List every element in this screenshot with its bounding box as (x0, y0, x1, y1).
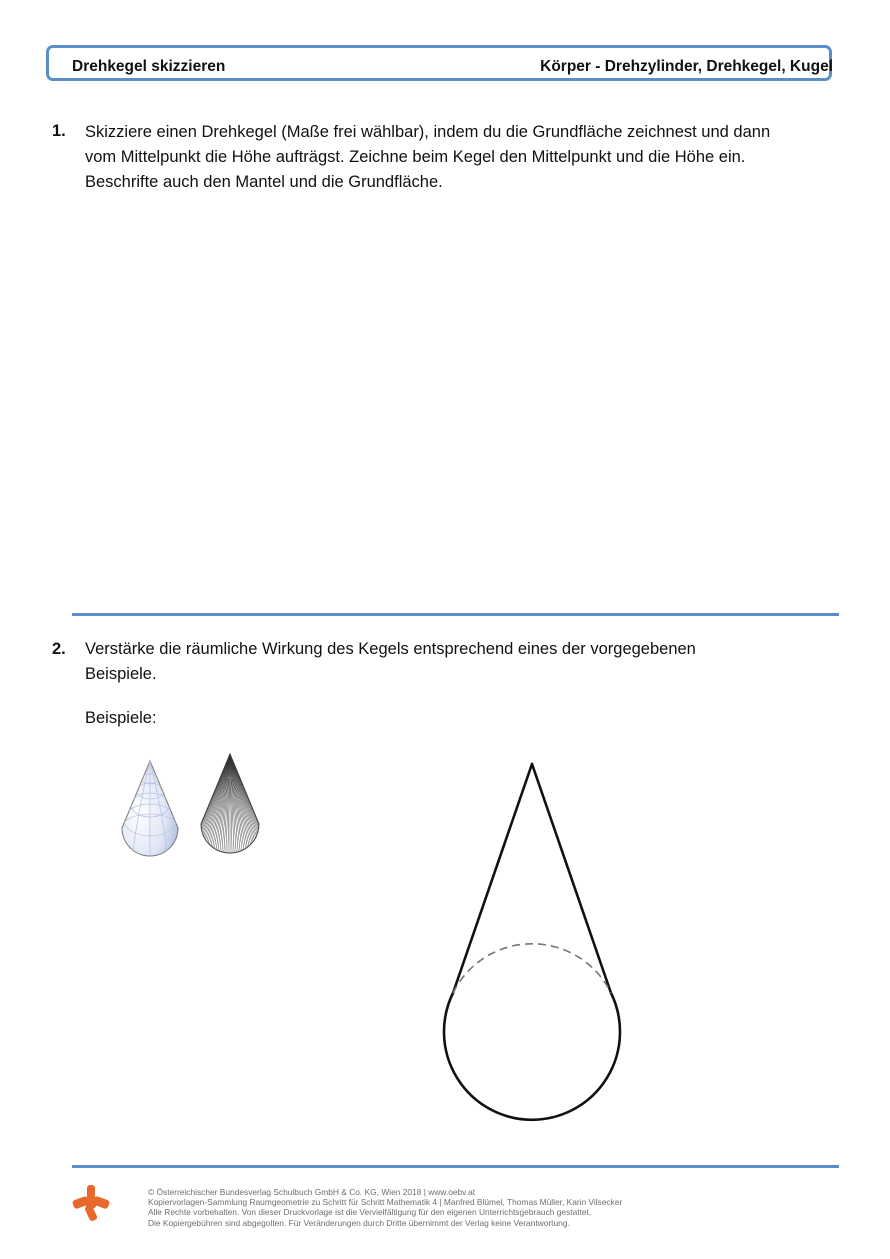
section-divider (72, 613, 839, 616)
examples-label: Beispiele: (85, 709, 157, 727)
example-cone-hatched (190, 746, 270, 871)
publisher-logo-icon (71, 1183, 111, 1223)
cone-side-line-left (453, 764, 532, 993)
task-1-line: vom Mittelpunkt die Höhe aufträgst. Zeichne beim Kegel den Mittelpunkt und die Höhe ein. (85, 148, 746, 166)
footer-divider (72, 1165, 839, 1168)
task-1-line: Skizziere einen Drehkegel (Maße frei wählbar), indem du die Grundfläche zeichnest und dann (85, 123, 771, 141)
task-1-text (85, 120, 845, 195)
footer-line: Die Kopiergebühren sind abgegolten. Für Veränderungen durch Dritte übernimmt der Verlag keine Verantwortung. (148, 1217, 570, 1228)
cone-side-line-right (532, 764, 611, 993)
task-2-text (85, 637, 845, 687)
worksheet-title: Drehkegel skizzieren (72, 58, 226, 75)
footer-line: © Österreichischer Bundesverlag Schulbuch GmbH & Co. KG, Wien 2018 | www.oebv.at (148, 1187, 476, 1197)
footer-line: Kopiervorlagen-Sammlung Raumgeometrie zu Schritt für Schritt Mathematik 4 | Manfred Blümel, Thomas Müller, Karin Vilsecker (148, 1197, 623, 1208)
footer-line: Alle Rechte vorbehalten. Von dieser Druckvorlage ist die Vervielfältigung für den eigenen Unterrichtsgebrauch gestattet. (148, 1207, 592, 1218)
cone-sketch (430, 750, 635, 1125)
cone-base-hidden-arc (453, 944, 611, 993)
example-cone-shaded (110, 750, 190, 875)
task-2-line: Verstärke die räumliche Wirkung des Kegels entsprechend eines der vorgegebenen (85, 640, 696, 658)
task-2-number: 2. (52, 640, 66, 658)
topic-title: Körper - Drehzylinder, Drehkegel, Kugel (540, 58, 833, 75)
copyright-notice (148, 1187, 838, 1228)
task-1-line: Beschrifte auch den Mantel und die Grundfläche. (85, 173, 443, 191)
cone-base-front-arc (444, 993, 620, 1120)
task-1-number: 1. (52, 122, 66, 140)
task-2-line: Beispiele. (85, 665, 157, 683)
